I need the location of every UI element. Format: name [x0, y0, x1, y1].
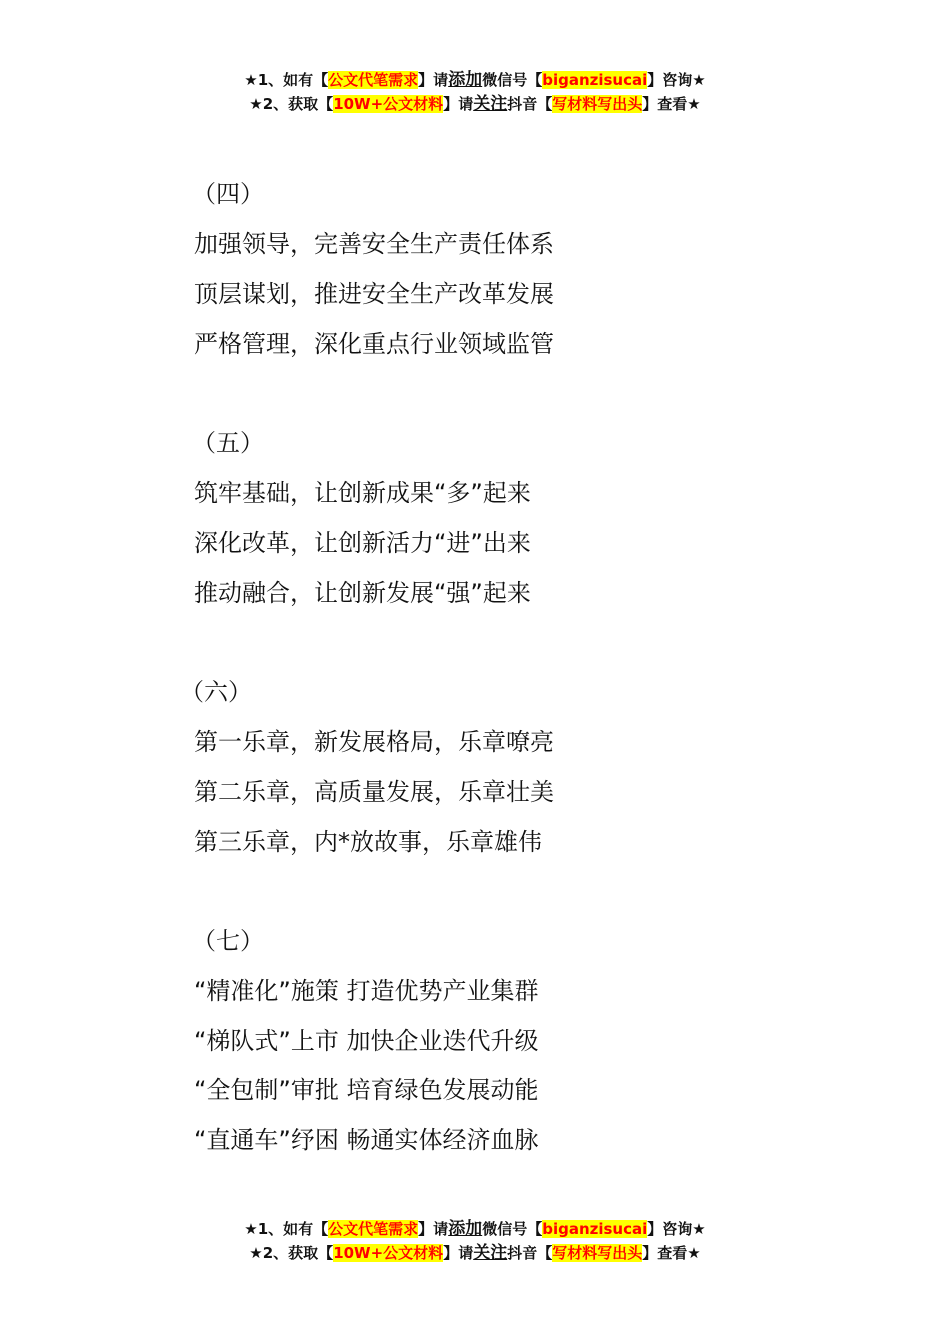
footer-douyin-account: 写材料写出头 [552, 1244, 643, 1262]
section-line: “直通车”纾困 畅通实体经济血脉 [194, 1126, 539, 1154]
section-heading: （五） [192, 429, 264, 457]
header-underlined-follow: 关注 [473, 94, 508, 114]
header-banner [0, 68, 950, 116]
header-underlined-add: 添加 [448, 70, 483, 90]
section-line: 加强领导，完善安全生产责任体系 [194, 230, 554, 258]
header-douyin-account: 写材料写出头 [552, 95, 643, 113]
section-line: 严格管理，深化重点行业领域监管 [194, 330, 554, 358]
header-highlight-materials: 10W+公文材料 [333, 95, 444, 113]
section-line: 筑牢基础，让创新成果“多”起来 [194, 479, 531, 507]
section-line: 第一乐章，新发展格局，乐章嘹亮 [194, 728, 554, 756]
section-line: 顶层谋划，推进安全生产改革发展 [194, 280, 554, 308]
section-line: 深化改革，让创新活力“进”出来 [194, 529, 531, 557]
header-banner-line-2: ★2、获取【10W+公文材料】请关注抖音【写材料写出头】查看★ [249, 94, 701, 114]
section-line: “梯队式”上市 加快企业迭代升级 [194, 1027, 539, 1055]
header-wechat-id: biganzisucai [542, 71, 648, 89]
section-line: “精准化”施策 打造优势产业集群 [194, 977, 539, 1005]
footer-highlight-service: 公文代笔需求 [328, 1220, 419, 1238]
section-line: 第三乐章，内*放故事，乐章雄伟 [194, 828, 542, 856]
section-heading: （四） [192, 180, 264, 208]
footer-banner-line-2: ★2、获取【10W+公文材料】请关注抖音【写材料写出头】查看★ [249, 1243, 701, 1263]
section-line: 第二乐章，高质量发展，乐章壮美 [194, 778, 554, 806]
footer-banner [0, 1217, 950, 1265]
footer-highlight-materials: 10W+公文材料 [333, 1244, 444, 1262]
header-highlight-service: 公文代笔需求 [328, 71, 419, 89]
footer-underlined-add: 添加 [448, 1219, 483, 1239]
section-line: “全包制”审批 培育绿色发展动能 [194, 1076, 539, 1104]
section-heading: （七） [192, 927, 264, 955]
footer-underlined-follow: 关注 [473, 1243, 508, 1263]
footer-banner-line-1: ★1、如有【公文代笔需求】请添加微信号【biganzisucai】咨询★ [244, 1219, 706, 1239]
section-line: 推动融合，让创新发展“强”起来 [194, 579, 531, 607]
header-banner-line-1: ★1、如有【公文代笔需求】请添加微信号【biganzisucai】咨询★ [244, 70, 706, 90]
section-heading: （六） [180, 678, 252, 706]
footer-wechat-id: biganzisucai [542, 1220, 648, 1238]
